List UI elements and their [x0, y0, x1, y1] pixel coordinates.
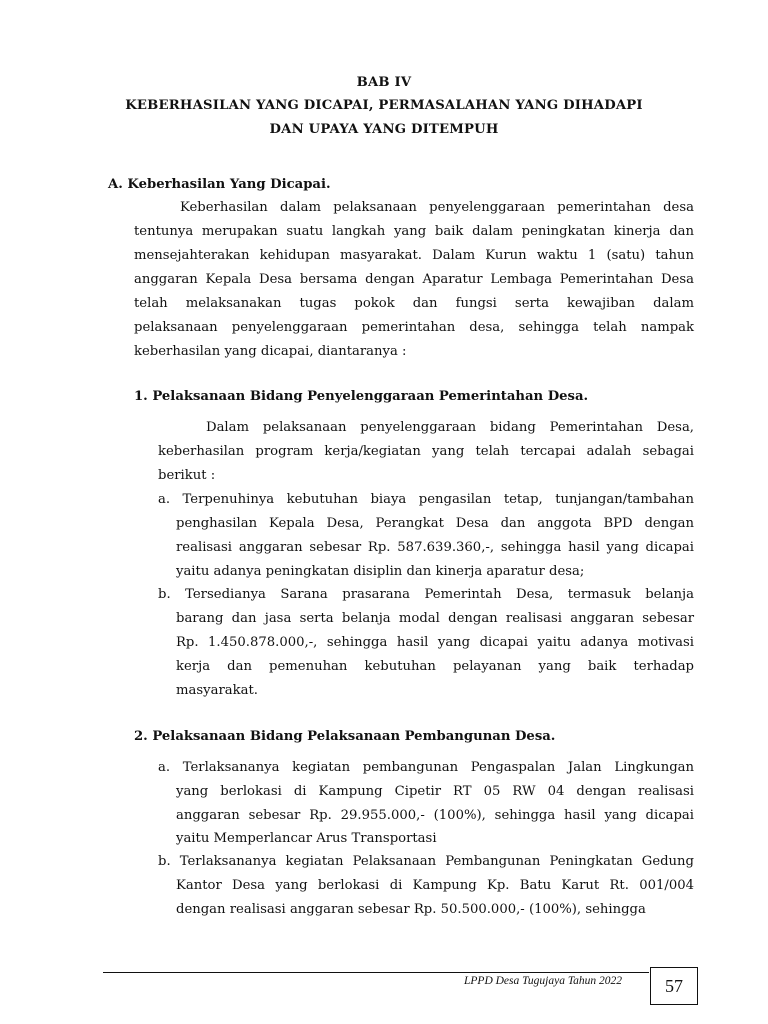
list-item-b-line: dengan realisasi anggaran sebesar Rp. 50.500.000,- (100%), sehingga: [176, 902, 646, 917]
subsection-1-paragraph-line: keberhasilan program kerja/kegiatan yang telah tercapai adalah sebagai: [158, 444, 694, 459]
list-item-a-line: a. Terpenuhinya kebutuhan biaya pengasilan tetap, tunjangan/tambahan: [158, 492, 694, 507]
section-a-paragraph-line: mensejahterakan kehidupan masyarakat. Dalam Kurun waktu 1 (satu) tahun: [134, 248, 694, 263]
chapter-title-line-1: KEBERHASILAN YANG DICAPAI, PERMASALAHAN YANG DIHADAPI: [125, 98, 643, 113]
list-item-a-line: penghasilan Kepala Desa, Perangkat Desa dan anggota BPD dengan: [176, 516, 694, 531]
section-a-heading: A. Keberhasilan Yang Dicapai.: [108, 177, 331, 192]
subsection-1-paragraph-line: berikut :: [158, 468, 216, 483]
list-item-b-line: barang dan jasa serta belanja modal dengan realisasi anggaran sebesar: [176, 611, 694, 626]
section-a-paragraph-line: keberhasilan yang dicapai, diantaranya :: [134, 344, 407, 359]
list-item-b-line: kerja dan pemenuhan kebutuhan pelayanan yang baik terhadap: [176, 659, 694, 674]
page-number-box: [650, 967, 698, 1005]
list-item-b-line: Kantor Desa yang berlokasi di Kampung Kp. Batu Karut Rt. 001/004: [176, 878, 694, 893]
list-item-b-line: b. Tersedianya Sarana prasarana Pemerintah Desa, termasuk belanja: [158, 587, 694, 602]
subsection-2-heading: 2. Pelaksanaan Bidang Pelaksanaan Pembangunan Desa.: [134, 729, 556, 744]
list-item-a-line: yaitu adanya peningkatan disiplin dan kinerja aparatur desa;: [176, 564, 585, 579]
section-a-paragraph-line: tentunya merupakan suatu langkah yang baik dalam peningkatan kinerja dan: [134, 224, 694, 239]
subsection-1-heading: 1. Pelaksanaan Bidang Penyelenggaraan Pemerintahan Desa.: [134, 389, 589, 404]
list-item-a-line: yang berlokasi di Kampung Cipetir RT 05 RW 04 dengan realisasi: [176, 784, 694, 799]
section-a-paragraph-line: pelaksanaan penyelenggaraan pemerintahan desa, sehingga telah nampak: [134, 320, 694, 335]
list-item-b-line: Rp. 1.450.878.000,-, sehingga hasil yang dicapai yaitu adanya motivasi: [176, 635, 694, 650]
list-item-a-line: realisasi anggaran sebesar Rp. 587.639.360,-, sehingga hasil yang dicapai: [176, 540, 694, 555]
page-number: 57: [665, 975, 683, 996]
footer-divider: [103, 972, 649, 973]
list-item-b-line: b. Terlaksananya kegiatan Pelaksanaan Pembangunan Peningkatan Gedung: [158, 854, 694, 869]
section-a-paragraph-line: Keberhasilan dalam pelaksanaan penyelenggaraan pemerintahan desa: [180, 200, 694, 215]
subsection-1-paragraph-line: Dalam pelaksanaan penyelenggaraan bidang Pemerintahan Desa,: [206, 420, 694, 435]
section-a-paragraph-line: anggaran Kepala Desa bersama dengan Aparatur Lembaga Pemerintahan Desa: [134, 272, 694, 287]
list-item-a-line: yaitu Memperlancar Arus Transportasi: [176, 831, 437, 846]
footer-document-title: LPPD Desa Tugujaya Tahun 2022: [464, 975, 623, 987]
list-item-a-line: anggaran sebesar Rp. 29.955.000,- (100%), sehingga hasil yang dicapai: [176, 808, 694, 823]
list-item-b-line: masyarakat.: [176, 683, 258, 698]
list-item-a-line: a. Terlaksananya kegiatan pembangunan Pengaspalan Jalan Lingkungan: [158, 760, 694, 775]
chapter-title-line-2: DAN UPAYA YANG DITEMPUH: [269, 122, 499, 137]
section-a-paragraph-line: telah melaksanakan tugas pokok dan fungsi serta kewajiban dalam: [134, 296, 694, 311]
chapter-label: BAB IV: [356, 75, 412, 90]
